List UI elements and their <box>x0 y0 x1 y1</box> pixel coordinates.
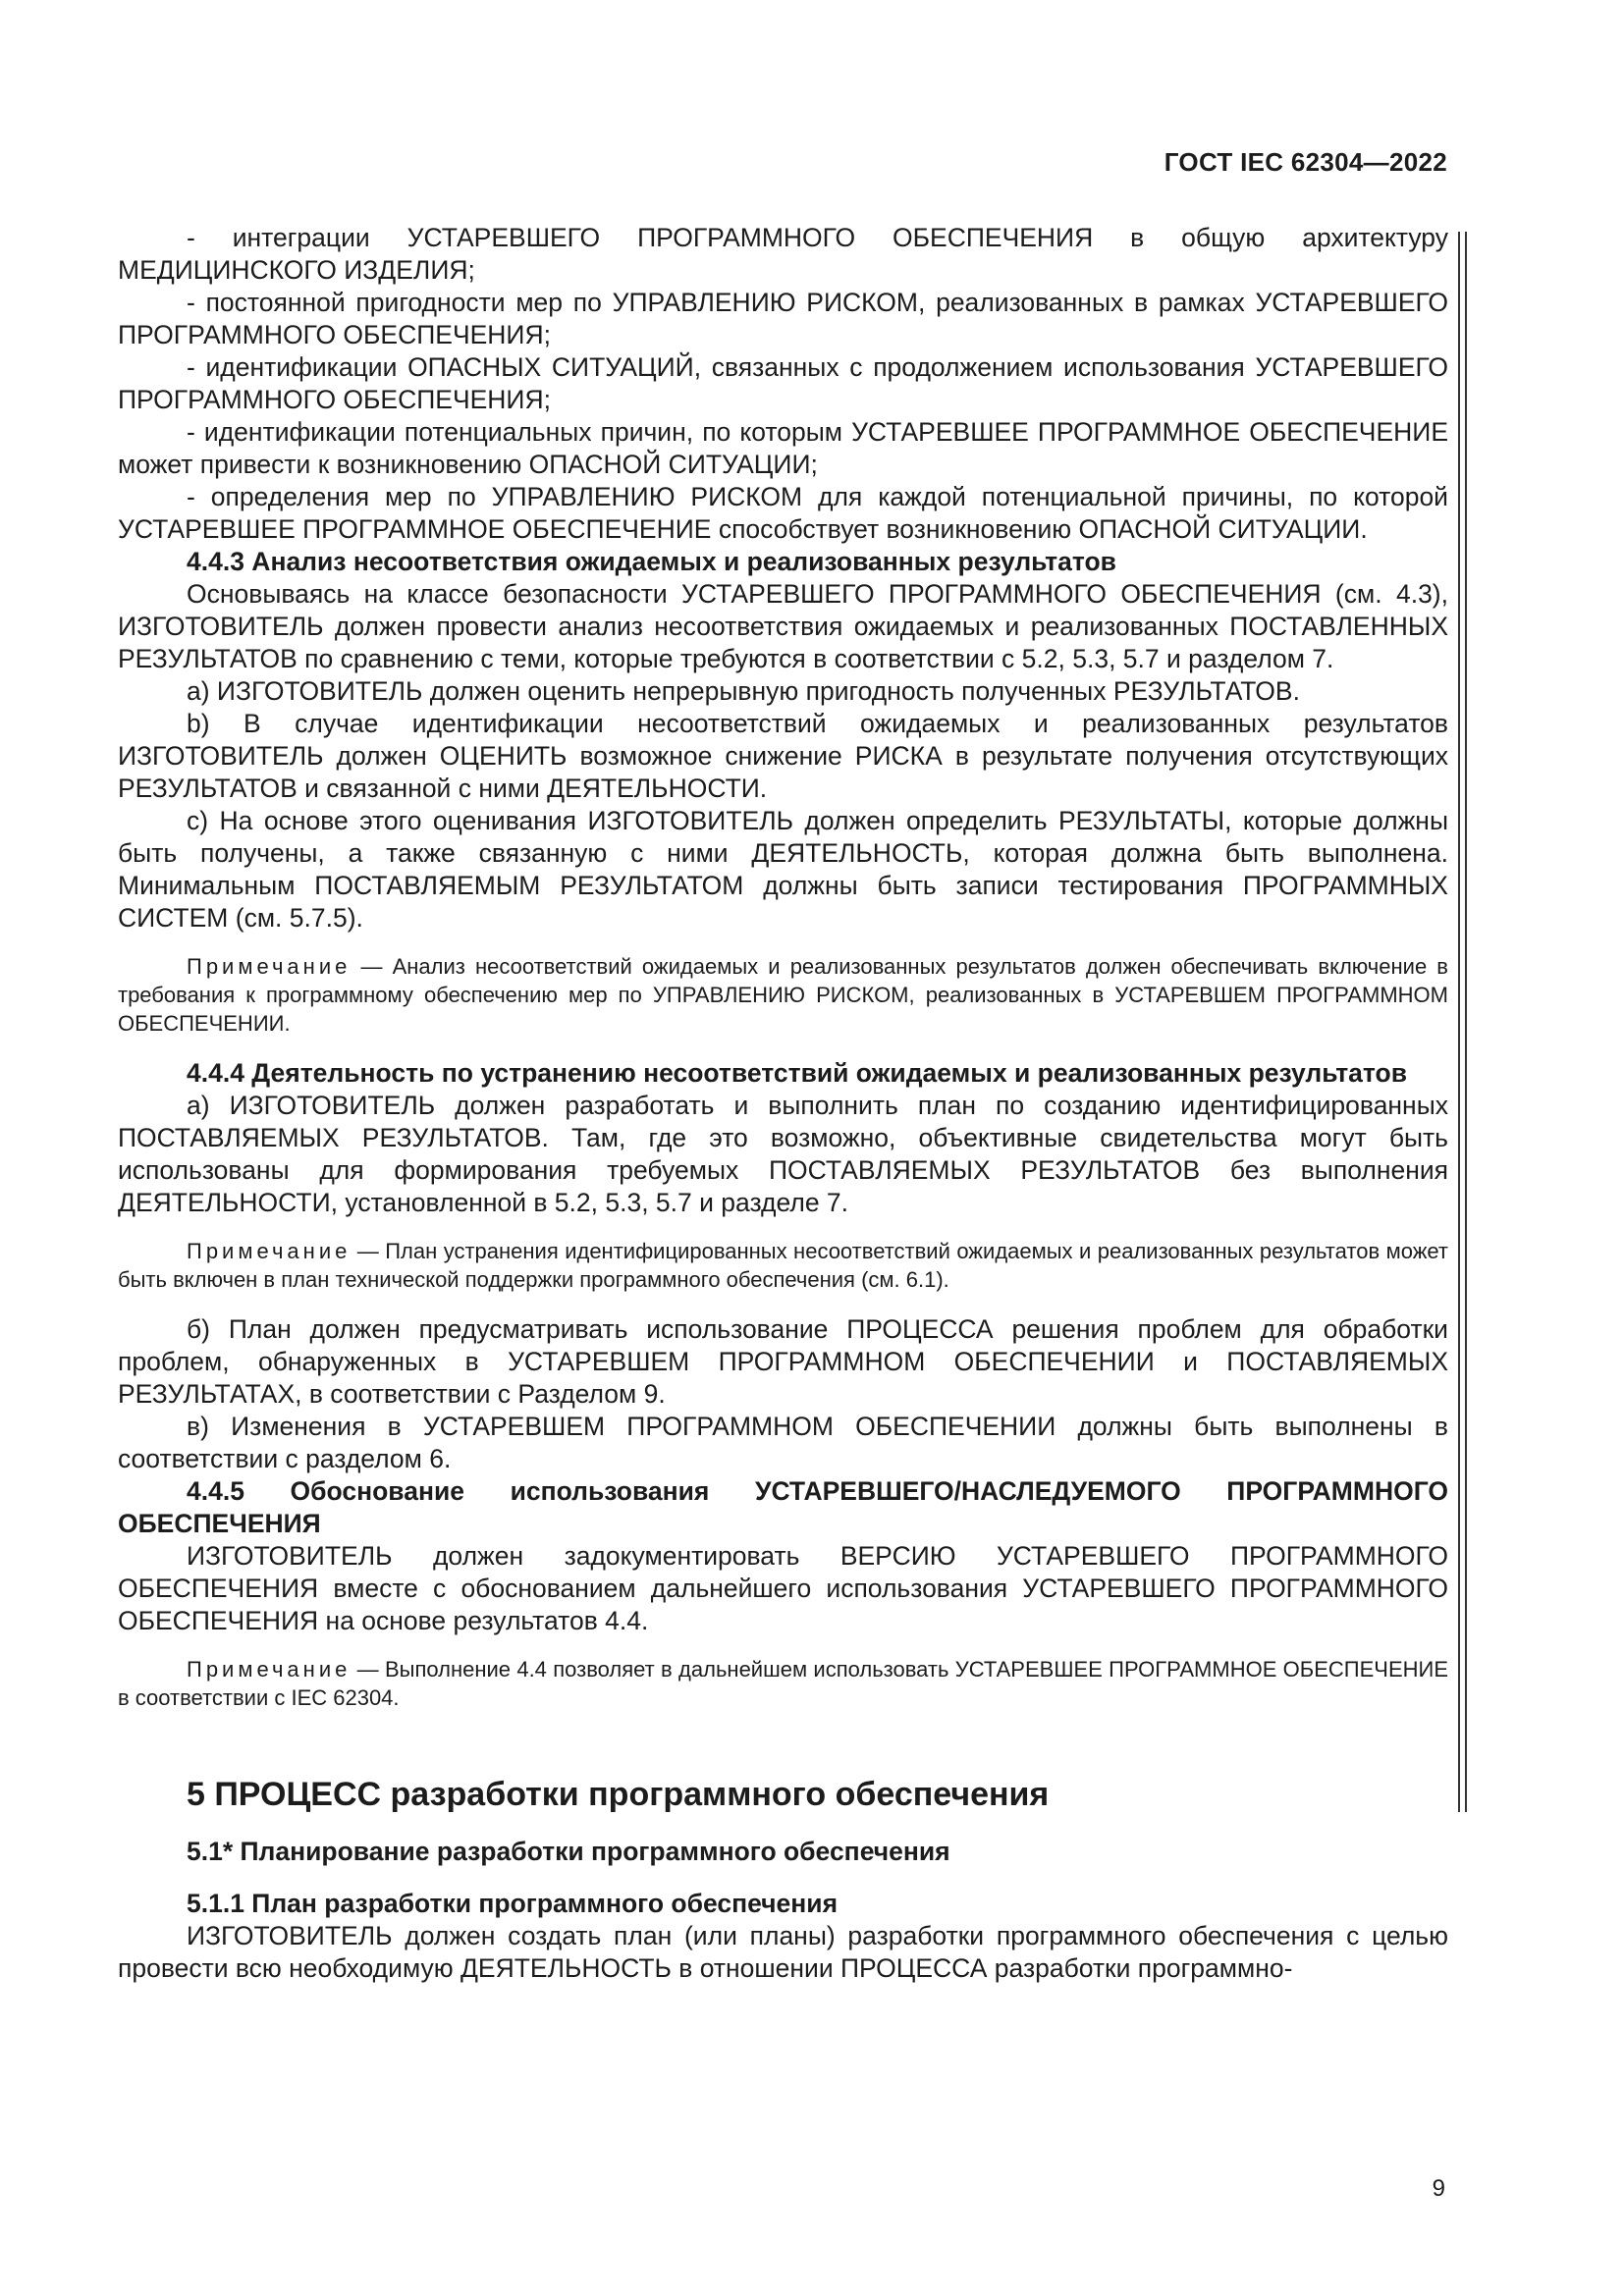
note-label: Примечание <box>187 1239 352 1263</box>
paragraph: Основываясь на классе безопасности УСТАРЕВШЕГО ПРОГРАММНОГО ОБЕСПЕЧЕНИЯ (см. 4.3), ИЗГОТОВИТЕЛЬ должен провести анализ несоответствия ожидаемых и реализованных ПОСТАВЛЕННЫХ РЕЗУЛЬТАТОВ по сравнению с теми, которые требуются в соответствии с 5.2, 5.3, 5.7 и разделом 7. <box>118 579 1448 673</box>
bullet-item: - идентификации ОПАСНЫХ СИТУАЦИЙ, связанных с продолжением использования УСТАРЕВШЕГО ПРОГРАММНОГО ОБЕСПЕЧЕНИЯ; <box>118 352 1448 414</box>
note-text: — Анализ несоответствий ожидаемых и реализованных результатов должен обеспечивать включение в требования к программному обеспечению мер по УПРАВЛЕНИЮ РИСКОМ, реализованных в УСТАРЕВШЕМ ПРОГРАММНОМ ОБЕСПЕЧЕНИИ. <box>118 954 1448 1036</box>
note-text: — План устранения идентифицированных несоответствий ожидаемых и реализованных результатов может быть включен в план технической поддержки программного обеспечения (см. 6.1). <box>118 1239 1448 1292</box>
section-heading-4-4-5: 4.4.5 Обоснование использования УСТАРЕВШЕГО/НАСЛЕДУЕМОГО ПРОГРАММНОГО ОБЕСПЕЧЕНИЯ <box>118 1476 1448 1538</box>
change-bar <box>1458 232 1467 1812</box>
section-title-5: 5 ПРОЦЕСС разработки программного обеспечения <box>187 1776 1050 1813</box>
paragraph: ИЗГОТОВИТЕЛЬ должен задокументировать ВЕРСИЮ УСТАРЕВШЕГО ПРОГРАММНОГО ОБЕСПЕЧЕНИЯ вместе с обоснованием дальнейшего использования УСТАРЕВШЕГО ПРОГРАММНОГО ОБЕСПЕЧЕНИЯ на основе результатов 4.4. <box>118 1541 1448 1635</box>
list-item: б) План должен предусматривать использование ПРОЦЕССА решения проблем для обработки проблем, обнаруженных в УСТАРЕВШЕМ ПРОГРАММНОМ ОБЕСПЕЧЕНИИ и ПОСТАВЛЯЕМЫХ РЕЗУЛЬТАТАХ, в соответствии с Разделом 9. <box>118 1314 1448 1409</box>
note-label: Примечание <box>187 1657 352 1682</box>
section-heading-4-4-4: 4.4.4 Деятельность по устранению несоответствий ожидаемых и реализованных результатов <box>187 1058 1408 1088</box>
section-5 <box>118 1775 1448 1985</box>
note <box>118 1237 1448 1294</box>
page-number: 9 <box>1432 2175 1445 2202</box>
list-item: а) ИЗГОТОВИТЕЛЬ должен разработать и выполнить план по созданию идентифицированных ПОСТАВЛЯЕМЫХ РЕЗУЛЬТАТОВ. Там, где это возможно, объективные свидетельства могут быть использованы для формирования требуемых ПОСТАВЛЯЕМЫХ РЕЗУЛЬТАТОВ без выполнения ДЕЯТЕЛЬНОСТИ, установленной в 5.2, 5.3, 5.7 и разделе 7. <box>118 1091 1448 1217</box>
note <box>118 1655 1448 1712</box>
section-heading-5-1: 5.1* Планирование разработки программного обеспечения <box>187 1837 950 1866</box>
section-heading-5-1-1: 5.1.1 План разработки программного обеспечения <box>187 1889 839 1918</box>
list-item: в) Изменения в УСТАРЕВШЕМ ПРОГРАММНОМ ОБЕСПЕЧЕНИИ должны быть выполнены в соответствии с разделом 6. <box>118 1412 1448 1473</box>
note <box>118 952 1448 1038</box>
list-item: b) В случае идентификации несоответствий ожидаемых и реализованных результатов ИЗГОТОВИТЕЛЬ должен ОЦЕНИТЬ возможное снижение РИСКА в результате получения отсутствующих РЕЗУЛЬТАТОВ и связанной с ними ДЕЯТЕЛЬНОСТИ. <box>118 709 1448 803</box>
paragraph: ИЗГОТОВИТЕЛЬ должен создать план (или планы) разработки программного обеспечения с целью провести всю необходимую ДЕЯТЕЛЬНОСТЬ в отношении ПРОЦЕССА разработки программно- <box>118 1921 1448 1983</box>
page-body <box>118 222 1448 1985</box>
section-heading-4-4-3: 4.4.3 Анализ несоответствия ожидаемых и реализованных результатов <box>187 547 1116 576</box>
bullet-item: - постоянной пригодности мер по УПРАВЛЕНИЮ РИСКОМ, реализованных в рамках УСТАРЕВШЕГО ПРОГРАММНОГО ОБЕСПЕЧЕНИЯ; <box>118 288 1448 349</box>
note-text: — Выполнение 4.4 позволяет в дальнейшем использовать УСТАРЕВШЕЕ ПРОГРАММНОЕ ОБЕСПЕЧЕНИЕ в соответствии с IEC 62304. <box>118 1657 1448 1710</box>
list-item: а) ИЗГОТОВИТЕЛЬ должен оценить непрерывную пригодность полученных РЕЗУЛЬТАТОВ. <box>187 676 1300 706</box>
bullet-item: - идентификации потенциальных причин, по которым УСТАРЕВШЕЕ ПРОГРАММНОЕ ОБЕСПЕЧЕНИЕ может привести к возникновению ОПАСНОЙ СИТУАЦИИ; <box>118 417 1448 479</box>
list-item: c) На основе этого оценивания ИЗГОТОВИТЕЛЬ должен определить РЕЗУЛЬТАТЫ, которые должны быть получены, а также связанную с ними ДЕЯТЕЛЬНОСТЬ, которая должна быть выполнена. Минимальным ПОСТАВЛЯЕМЫМ РЕЗУЛЬТАТОМ должны быть записи тестирования ПРОГРАММНЫХ СИСТЕМ (см. 5.7.5). <box>118 806 1448 933</box>
bullet-item: - определения мер по УПРАВЛЕНИЮ РИСКОМ для каждой потенциальной причины, по которой УСТАРЕВШЕЕ ПРОГРАММНОЕ ОБЕСПЕЧЕНИЕ способствует возникновению ОПАСНОЙ СИТУАЦИИ. <box>118 482 1448 544</box>
bullet-item: - интеграции УСТАРЕВШЕГО ПРОГРАММНОГО ОБЕСПЕЧЕНИЯ в общую архитектуру МЕДИЦИНСКОГО ИЗДЕЛИЯ; <box>118 223 1448 285</box>
note-label: Примечание <box>187 954 352 979</box>
document-id: ГОСТ IEC 62304—2022 <box>1164 147 1447 177</box>
